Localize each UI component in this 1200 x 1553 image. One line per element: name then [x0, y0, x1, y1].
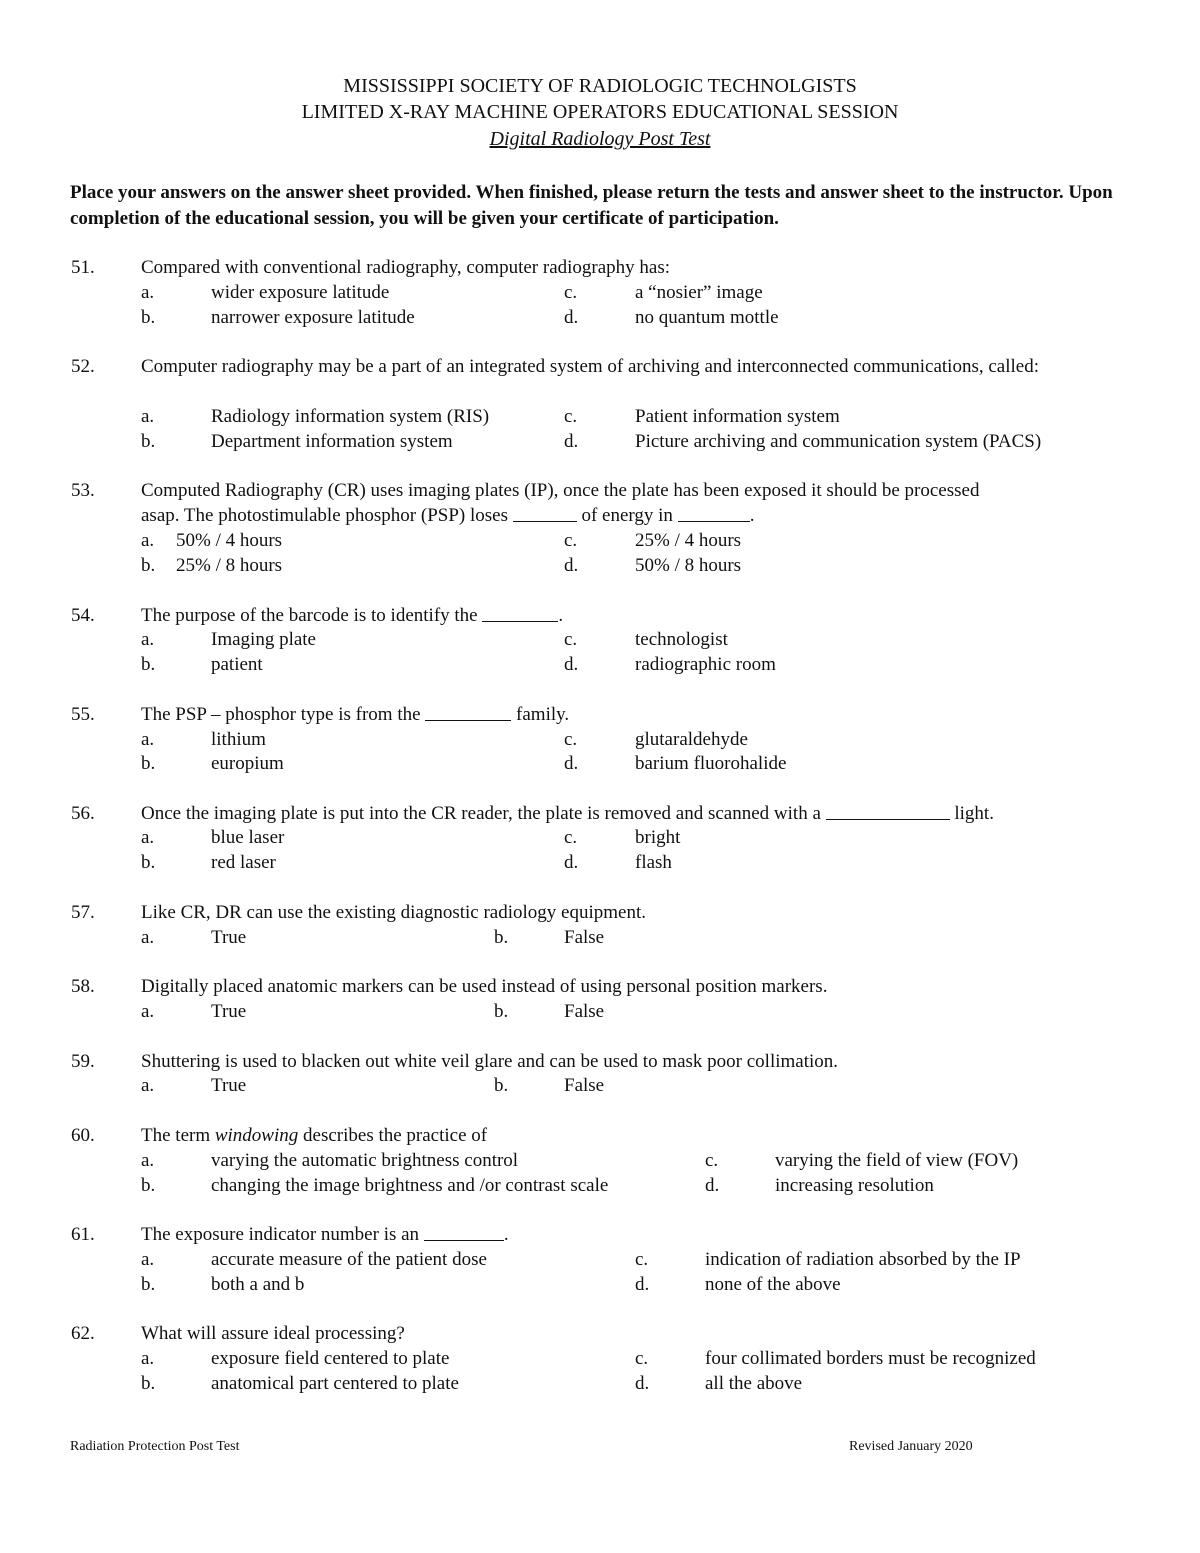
option-b-label: b.: [141, 654, 156, 675]
option-c-label: c.: [564, 729, 578, 750]
option-b-text: europium: [211, 753, 284, 774]
question-text: [141, 702, 569, 727]
option-c-label: c.: [564, 629, 578, 650]
option-a-label: a.: [141, 827, 155, 848]
title-session: LIMITED X-RAY MACHINE OPERATORS EDUCATIONAL SESSION: [301, 101, 899, 123]
option-d-label: d.: [564, 852, 579, 873]
footer-right: Revised January 2020: [849, 1439, 973, 1454]
question-text-end: .: [749, 505, 755, 526]
option-a-text: exposure field centered to plate: [211, 1348, 450, 1369]
option-c-text: 25% / 4 hours: [635, 530, 742, 551]
option-c-text: a “nosier” image: [635, 282, 763, 303]
answer-blank: [826, 801, 950, 820]
option-a-text: Imaging plate: [211, 629, 316, 650]
option-c-text: Patient information system: [635, 406, 840, 427]
option-b-text: 25% / 8 hours: [176, 555, 283, 576]
option-d-label: d.: [705, 1175, 720, 1196]
question-text-line2: [141, 503, 754, 528]
option-c-label: c.: [564, 282, 578, 303]
option-c-text: technologist: [635, 629, 728, 650]
option-b-text: Department information system: [211, 431, 453, 452]
option-a-text: True: [211, 1001, 247, 1022]
question-text: [141, 801, 994, 826]
option-a-label: a.: [141, 530, 155, 551]
option-d-text: flash: [635, 852, 672, 873]
title-test: Digital Radiology Post Test: [489, 128, 711, 150]
question-text-end: light.: [954, 803, 994, 824]
question-number: 54.: [71, 605, 95, 626]
option-c-text: four collimated borders must be recognized: [705, 1348, 1036, 1369]
question-text-pre: The exposure indicator number is an: [141, 1224, 420, 1245]
option-b-text: patient: [211, 654, 263, 675]
answer-blank: [482, 603, 558, 622]
question-text: What will assure ideal processing?: [141, 1323, 405, 1344]
option-a-label: a.: [141, 1150, 155, 1171]
option-c-text: bright: [635, 827, 681, 848]
option-d-text: increasing resolution: [775, 1175, 934, 1196]
option-b-label: b.: [141, 555, 156, 576]
option-b-text: anatomical part centered to plate: [211, 1373, 459, 1394]
question-text: Shuttering is used to blacken out white veil glare and can be used to mask poor collimation.: [141, 1051, 839, 1072]
option-d-label: d.: [564, 307, 579, 328]
question-number: 55.: [71, 704, 95, 725]
question-number: 62.: [71, 1323, 95, 1344]
option-b-label: b.: [494, 1001, 509, 1022]
question-number: 60.: [71, 1125, 95, 1146]
option-a-text: True: [211, 1075, 247, 1096]
option-d-label: d.: [635, 1373, 650, 1394]
option-d-text: radiographic room: [635, 654, 776, 675]
option-d-label: d.: [635, 1274, 650, 1295]
question-text: Digitally placed anatomic markers can be used instead of using personal position markers.: [141, 976, 828, 997]
option-c-label: c.: [635, 1348, 649, 1369]
option-a-label: a.: [141, 729, 155, 750]
option-b-label: b.: [141, 753, 156, 774]
question-text: Computer radiography may be a part of an integrated system of archiving and interconnected communications, called:: [141, 356, 1039, 377]
option-b-text: red laser: [211, 852, 276, 873]
answer-blank: [424, 1222, 504, 1241]
option-d-text: 50% / 8 hours: [635, 555, 742, 576]
answer-blank: [513, 503, 577, 522]
option-b-text: False: [564, 1075, 605, 1096]
option-b-text: False: [564, 927, 605, 948]
option-a-text: 50% / 4 hours: [176, 530, 283, 551]
question-number: 58.: [71, 976, 95, 997]
question-text: [141, 1123, 487, 1148]
answer-blank: [678, 503, 750, 522]
question-text-end: .: [503, 1224, 509, 1245]
question-text: [141, 603, 563, 628]
option-d-label: d.: [564, 654, 579, 675]
option-b-text: changing the image brightness and /or contrast scale: [211, 1175, 609, 1196]
option-a-label: a.: [141, 406, 155, 427]
option-b-label: b.: [141, 1175, 156, 1196]
option-a-label: a.: [141, 1075, 155, 1096]
option-d-text: all the above: [705, 1373, 803, 1394]
option-c-text: varying the field of view (FOV): [775, 1150, 1019, 1171]
option-a-text: Radiology information system (RIS): [211, 406, 490, 427]
option-b-label: b.: [494, 1075, 509, 1096]
option-b-text: narrower exposure latitude: [211, 307, 415, 328]
option-d-label: d.: [564, 753, 579, 774]
question-text-pre: The purpose of the barcode is to identify the: [141, 605, 478, 626]
question-text: Compared with conventional radiography, computer radiography has:: [141, 257, 671, 278]
question-text-mid: of energy in: [581, 505, 673, 526]
option-a-text: True: [211, 927, 247, 948]
question-text-line1: Computed Radiography (CR) uses imaging plates (IP), once the plate has been exposed it should be processed: [141, 480, 980, 501]
question-text-end: describes the practice of: [303, 1125, 488, 1146]
option-c-label: c.: [705, 1150, 719, 1171]
option-a-text: accurate measure of the patient dose: [211, 1249, 487, 1270]
option-a-text: varying the automatic brightness control: [211, 1150, 519, 1171]
question-text-emphasis: windowing: [214, 1125, 299, 1146]
option-c-label: c.: [564, 530, 578, 551]
option-a-text: blue laser: [211, 827, 285, 848]
question-text-end: .: [558, 605, 564, 626]
option-d-text: none of the above: [705, 1274, 841, 1295]
option-a-text: wider exposure latitude: [211, 282, 390, 303]
option-b-text: both a and b: [211, 1274, 305, 1295]
option-d-label: d.: [564, 555, 579, 576]
option-b-label: b.: [141, 1274, 156, 1295]
question-text-pre: The PSP – phosphor type is from the: [141, 704, 421, 725]
question-text-pre: Once the imaging plate is put into the CR reader, the plate is removed and scanned with a: [141, 803, 821, 824]
option-a-label: a.: [141, 927, 155, 948]
option-a-text: lithium: [211, 729, 266, 750]
option-b-label: b.: [141, 307, 156, 328]
option-d-label: d.: [564, 431, 579, 452]
question-number: 51.: [71, 257, 95, 278]
question-number: 53.: [71, 480, 95, 501]
question-text-pre: The term: [141, 1125, 211, 1146]
option-c-label: c.: [564, 406, 578, 427]
question-number: 56.: [71, 803, 95, 824]
question-text-end: family.: [516, 704, 570, 725]
option-c-text: glutaraldehyde: [635, 729, 748, 750]
option-d-text: no quantum mottle: [635, 307, 779, 328]
option-d-text: barium fluorohalide: [635, 753, 787, 774]
question-text: [141, 1222, 509, 1247]
option-b-label: b.: [141, 1373, 156, 1394]
option-a-label: a.: [141, 282, 155, 303]
option-a-label: a.: [141, 629, 155, 650]
option-b-text: False: [564, 1001, 605, 1022]
question-number: 61.: [71, 1224, 95, 1245]
instructions: Place your answers on the answer sheet provided. When finished, please return the tests and answer sheet to the instructor. Upon completion of the educational session, you will be given your certificate of participation.: [70, 182, 1113, 229]
question-text-pre: asap. The photostimulable phosphor (PSP) loses: [141, 505, 508, 526]
option-b-label: b.: [494, 927, 509, 948]
question-number: 52.: [71, 356, 95, 377]
option-a-label: a.: [141, 1348, 155, 1369]
option-b-label: b.: [141, 431, 156, 452]
option-c-label: c.: [564, 827, 578, 848]
question-number: 57.: [71, 902, 95, 923]
title-society: MISSISSIPPI SOCIETY OF RADIOLOGIC TECHNOLGISTS: [343, 75, 857, 97]
question-number: 59.: [71, 1051, 95, 1072]
footer-left: Radiation Protection Post Test: [70, 1439, 240, 1454]
option-c-label: c.: [635, 1249, 649, 1270]
option-b-label: b.: [141, 852, 156, 873]
answer-blank: [425, 702, 511, 721]
question-text: Like CR, DR can use the existing diagnostic radiology equipment.: [141, 902, 646, 923]
option-a-label: a.: [141, 1001, 155, 1022]
option-c-text: indication of radiation absorbed by the IP: [705, 1249, 1021, 1270]
option-a-label: a.: [141, 1249, 155, 1270]
option-d-text: Picture archiving and communication system (PACS): [635, 431, 1042, 452]
